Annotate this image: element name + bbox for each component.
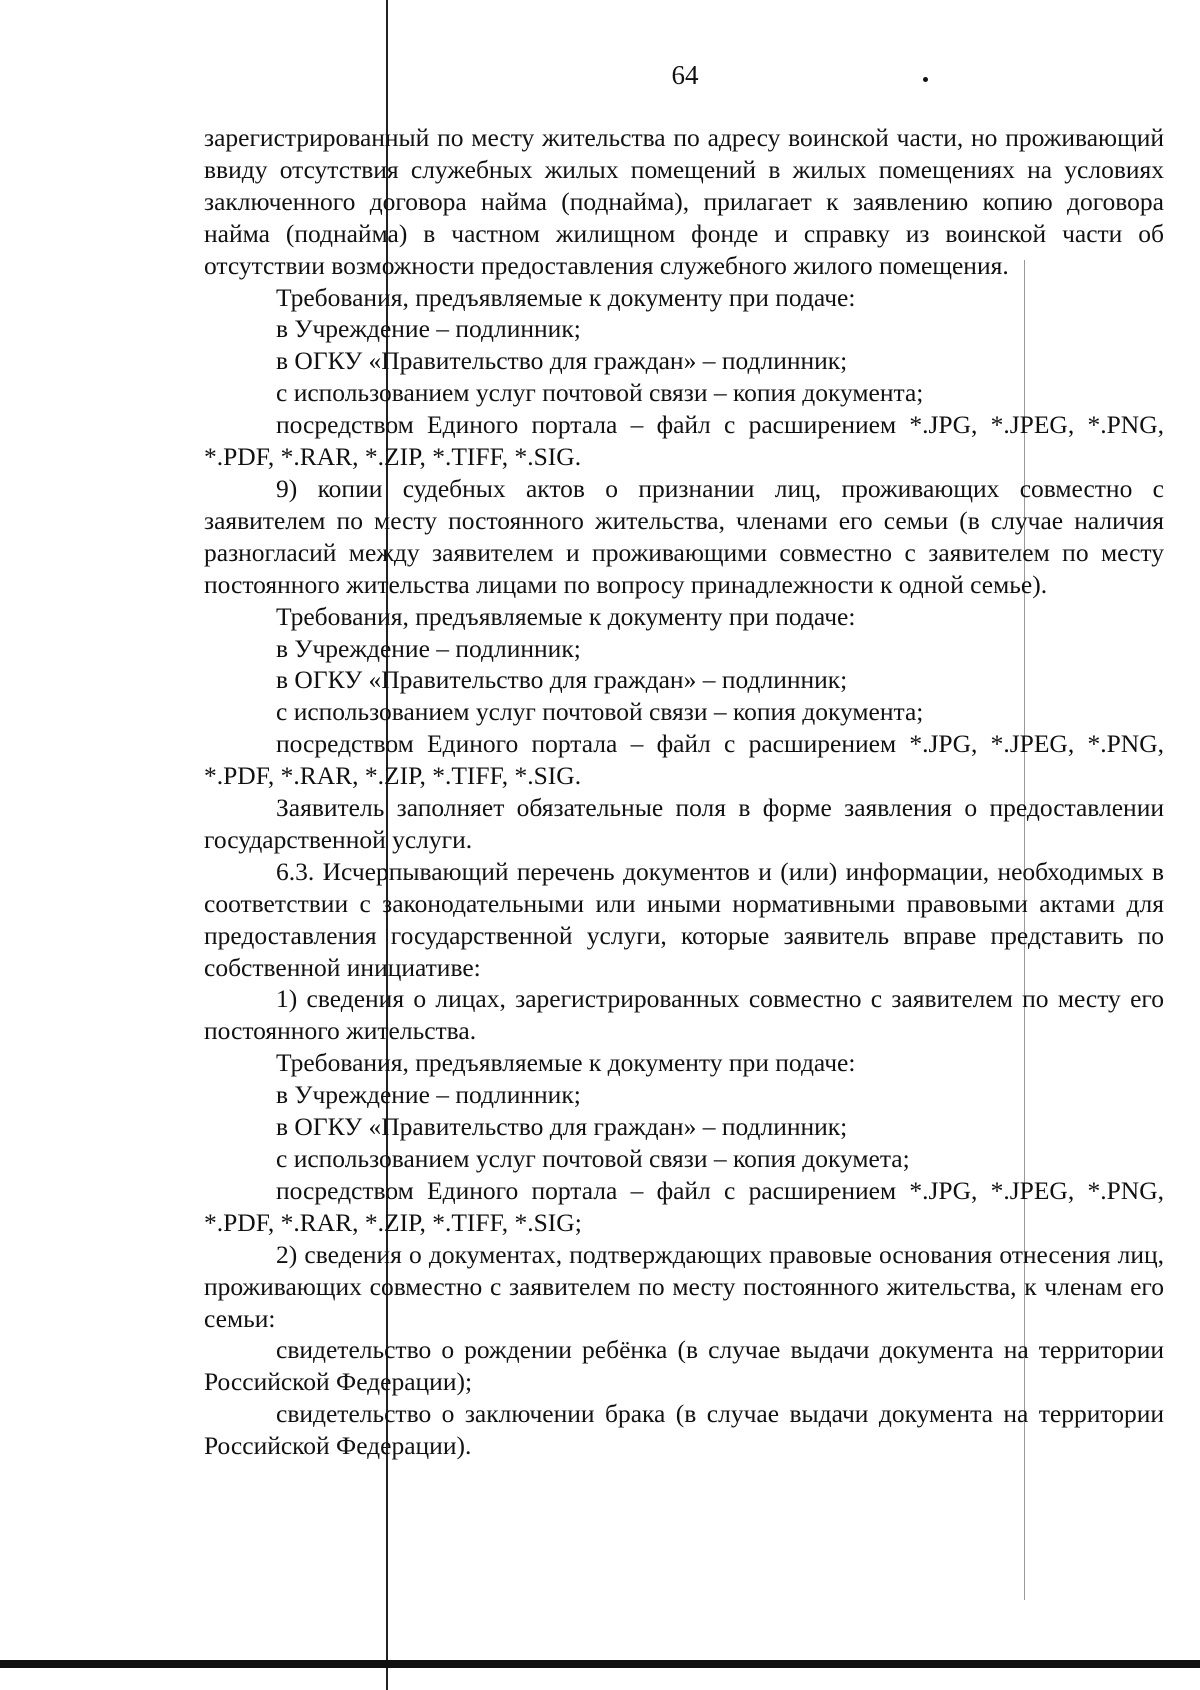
paragraph: 6.3. Исчерпывающий перечень документов и (или) информации, необходимых в соответствии с законодательными или иными нормативными правовыми актами для предоставления государственной услуги, которые заявитель вправе представить по собственной инициативе: bbox=[204, 856, 1164, 982]
paragraph: свидетельство о заключении брака (в случае выдачи документа на территории Российской Федерации). bbox=[204, 1399, 1164, 1461]
document-body bbox=[204, 122, 1164, 1462]
paragraph: Требования, предъявляемые к документу при подаче: bbox=[276, 1048, 856, 1078]
paragraph: 1) сведения о лицах, зарегистрированных совместно с заявителем по месту его постоянного жительства. bbox=[204, 984, 1164, 1046]
paragraph: 9) копии судебных актов о признании лиц, проживающих совместно с заявителем по месту постоянного жительства, членами его семьи (в случае наличия разногласий между заявителем и проживающими совместно с заявителем по месту постоянного жительства лицами по вопросу принадлежности к одной семье). bbox=[204, 473, 1164, 599]
paragraph: зарегистрированный по месту жительства по адресу воинской части, но проживающий ввиду отсутствия служебных жилых помещений в жилых помещениях на условиях заключенного договора найма (поднайма), прилагает к заявлению копию договора найма (поднайма) в частном жилищном фонде и справку из воинской части об отсутствии возможности предоставления служебного жилого помещения. bbox=[204, 123, 1164, 280]
paragraph: в ОГКУ «Правительство для граждан» – подлинник; bbox=[276, 1112, 848, 1142]
paragraph: свидетельство о рождении ребёнка (в случае выдачи документа на территории Российской Федерации); bbox=[204, 1335, 1164, 1397]
paragraph: Заявитель заполняет обязательные поля в форме заявления о предоставлении государственной услуги. bbox=[204, 793, 1164, 854]
paragraph: в ОГКУ «Правительство для граждан» – подлинник; bbox=[276, 346, 848, 376]
page-number: 64 bbox=[671, 60, 699, 90]
paragraph: в ОГКУ «Правительство для граждан» – подлинник; bbox=[276, 665, 848, 695]
paragraph: посредством Единого портала – файл с расширением *.JPG, *.JPEG, *.PNG, *.PDF, *.RAR, *.ZIP, *.TIFF, *.SIG; bbox=[204, 1175, 1164, 1237]
paragraph: с использованием услуг почтовой связи – копия документа; bbox=[276, 378, 924, 408]
paragraph: в Учреждение – подлинник; bbox=[276, 1080, 581, 1110]
paragraph: с использованием услуг почтовой связи – копия документа; bbox=[276, 697, 924, 727]
paragraph: посредством Единого портала – файл с расширением *.JPG, *.JPEG, *.PNG, *.PDF, *.RAR, *.ZIP, *.TIFF, *.SIG. bbox=[204, 410, 1164, 472]
paragraph: 2) сведения о документах, подтверждающих правовые основания отнесения лиц, проживающих совместно с заявителем по месту постоянного жительства, к членам его семьи: bbox=[204, 1239, 1164, 1333]
paragraph: Требования, предъявляемые к документу при подаче: bbox=[276, 282, 856, 312]
paragraph: посредством Единого портала – файл с расширением *.JPG, *.JPEG, *.PNG, *.PDF, *.RAR, *.ZIP, *.TIFF, *.SIG. bbox=[204, 729, 1164, 791]
paragraph: Требования, предъявляемые к документу при подаче: bbox=[276, 601, 856, 631]
paragraph: с использованием услуг почтовой связи – копия докумета; bbox=[276, 1144, 910, 1173]
scan-bottom-edge bbox=[0, 1660, 1200, 1668]
paragraph: в Учреждение – подлинник; bbox=[276, 633, 581, 663]
paragraph: в Учреждение – подлинник; bbox=[276, 314, 581, 344]
